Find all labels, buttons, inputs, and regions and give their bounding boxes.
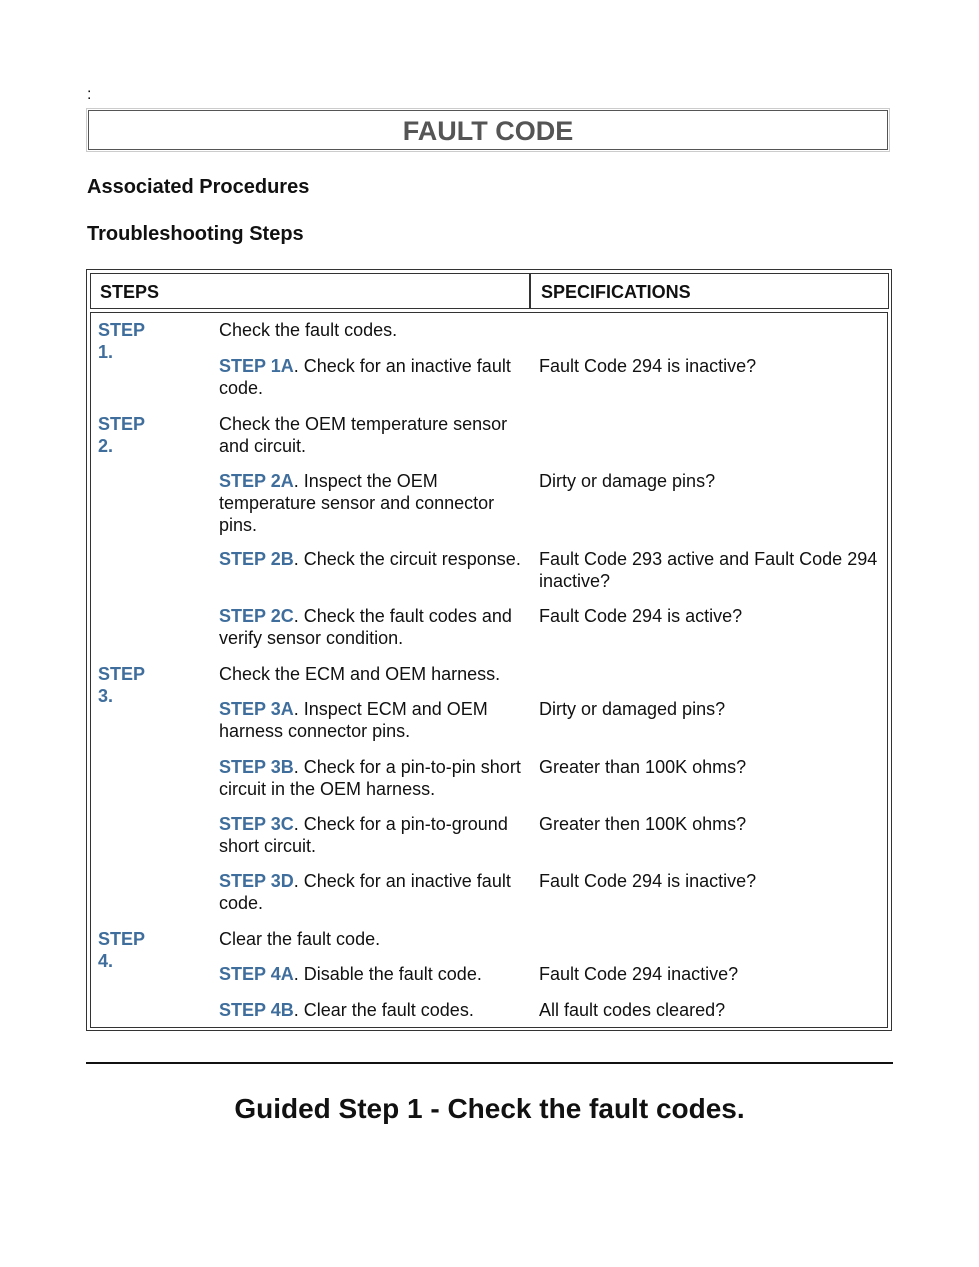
step-description: STEP 2C. Check the fault codes and verify sensor condition. bbox=[219, 606, 512, 648]
specification: Greater then 100K ohms? bbox=[539, 814, 747, 834]
specification: Fault Code 294 is inactive? bbox=[539, 356, 757, 376]
step-text: Check for an inactive fault code. bbox=[219, 356, 511, 398]
substep-link[interactable]: STEP 1A bbox=[219, 356, 294, 376]
step-description bbox=[219, 413, 523, 457]
step-description: STEP 3D. Check for an inactive fault code. bbox=[219, 871, 511, 913]
step-text: Check for a pin-to-ground short circuit. bbox=[219, 814, 508, 856]
step-description bbox=[219, 319, 523, 341]
step-description bbox=[219, 663, 523, 685]
step-description: STEP 1A. Check for an inactive fault code. bbox=[219, 356, 511, 398]
step-description: STEP 3A. Inspect ECM and OEM harness connector pins. bbox=[219, 699, 488, 741]
step-text: Disable the fault code. bbox=[303, 964, 482, 984]
step-text: Inspect the OEM temperature sensor and connector pins. bbox=[219, 471, 495, 535]
table-body bbox=[90, 312, 888, 1028]
specification: Fault Code 293 active and Fault Code 294 inactive? bbox=[539, 549, 878, 591]
troubleshooting-table bbox=[86, 269, 892, 1031]
substep-link[interactable]: STEP 4A bbox=[219, 964, 294, 984]
step-number-link[interactable]: STEP 3. bbox=[98, 664, 145, 706]
header-steps: STEPS bbox=[90, 273, 530, 309]
step-text: Inspect ECM and OEM harness connector pins. bbox=[219, 699, 488, 741]
guided-step-title: Guided Step 1 - Check the fault codes. bbox=[234, 1093, 745, 1124]
substep-link[interactable]: STEP 3A bbox=[219, 699, 294, 719]
specification: Fault Code 294 is active? bbox=[539, 606, 743, 626]
step-text: Check for an inactive fault code. bbox=[219, 871, 511, 913]
substep-link[interactable]: STEP 4B bbox=[219, 1000, 294, 1020]
step-description: STEP 2B. Check the circuit response. bbox=[219, 549, 521, 569]
step-description: STEP 3C. Check for a pin-to-ground short circuit. bbox=[219, 814, 508, 856]
specification: Fault Code 294 inactive? bbox=[539, 964, 739, 984]
step-text: Check the OEM temperature sensor and circuit. bbox=[219, 414, 508, 456]
substep-link[interactable]: STEP 2B bbox=[219, 549, 294, 569]
step-text: Check the ECM and OEM harness. bbox=[219, 664, 501, 684]
substep-link[interactable]: STEP 3C bbox=[219, 814, 294, 834]
step-description: STEP 4A. Disable the fault code. bbox=[219, 964, 482, 984]
step-text: Check the circuit response. bbox=[303, 549, 521, 569]
step-description: STEP 4B. Clear the fault codes. bbox=[219, 1000, 474, 1020]
substep-link[interactable]: STEP 2C bbox=[219, 606, 294, 626]
step-description bbox=[219, 928, 523, 950]
step-text: Clear the fault codes. bbox=[303, 1000, 474, 1020]
step-text: Check the fault codes. bbox=[219, 320, 398, 340]
specification: Dirty or damaged pins? bbox=[539, 699, 726, 719]
substep-link[interactable]: STEP 3D bbox=[219, 871, 294, 891]
substep-link[interactable]: STEP 2A bbox=[219, 471, 294, 491]
specification: Dirty or damage pins? bbox=[539, 471, 716, 491]
step-text: Check the fault codes and verify sensor condition. bbox=[219, 606, 512, 648]
associated-procedures-heading[interactable]: Associated Procedures bbox=[87, 176, 310, 198]
header-colon: : bbox=[87, 86, 92, 103]
header-specifications: SPECIFICATIONS bbox=[530, 273, 889, 309]
substep-link[interactable]: STEP 3B bbox=[219, 757, 294, 777]
troubleshooting-steps-heading[interactable]: Troubleshooting Steps bbox=[87, 223, 304, 245]
step-text: Clear the fault code. bbox=[219, 929, 381, 949]
step-number-link[interactable]: STEP 1. bbox=[98, 320, 145, 362]
specification: All fault codes cleared? bbox=[539, 1000, 726, 1020]
step-number-link[interactable]: STEP 2. bbox=[98, 414, 145, 456]
step-text: Check for a pin-to-pin short circuit in the OEM harness. bbox=[219, 757, 521, 799]
specification: Fault Code 294 is inactive? bbox=[539, 871, 757, 891]
step-description: STEP 2A. Inspect the OEM temperature sensor and connector pins. bbox=[219, 471, 495, 535]
section-divider bbox=[86, 1062, 893, 1064]
step-description: STEP 3B. Check for a pin-to-pin short circuit in the OEM harness. bbox=[219, 757, 521, 799]
page-title: FAULT CODE bbox=[88, 110, 888, 150]
step-number-link[interactable]: STEP 4. bbox=[98, 929, 145, 971]
specification: Greater than 100K ohms? bbox=[539, 757, 747, 777]
